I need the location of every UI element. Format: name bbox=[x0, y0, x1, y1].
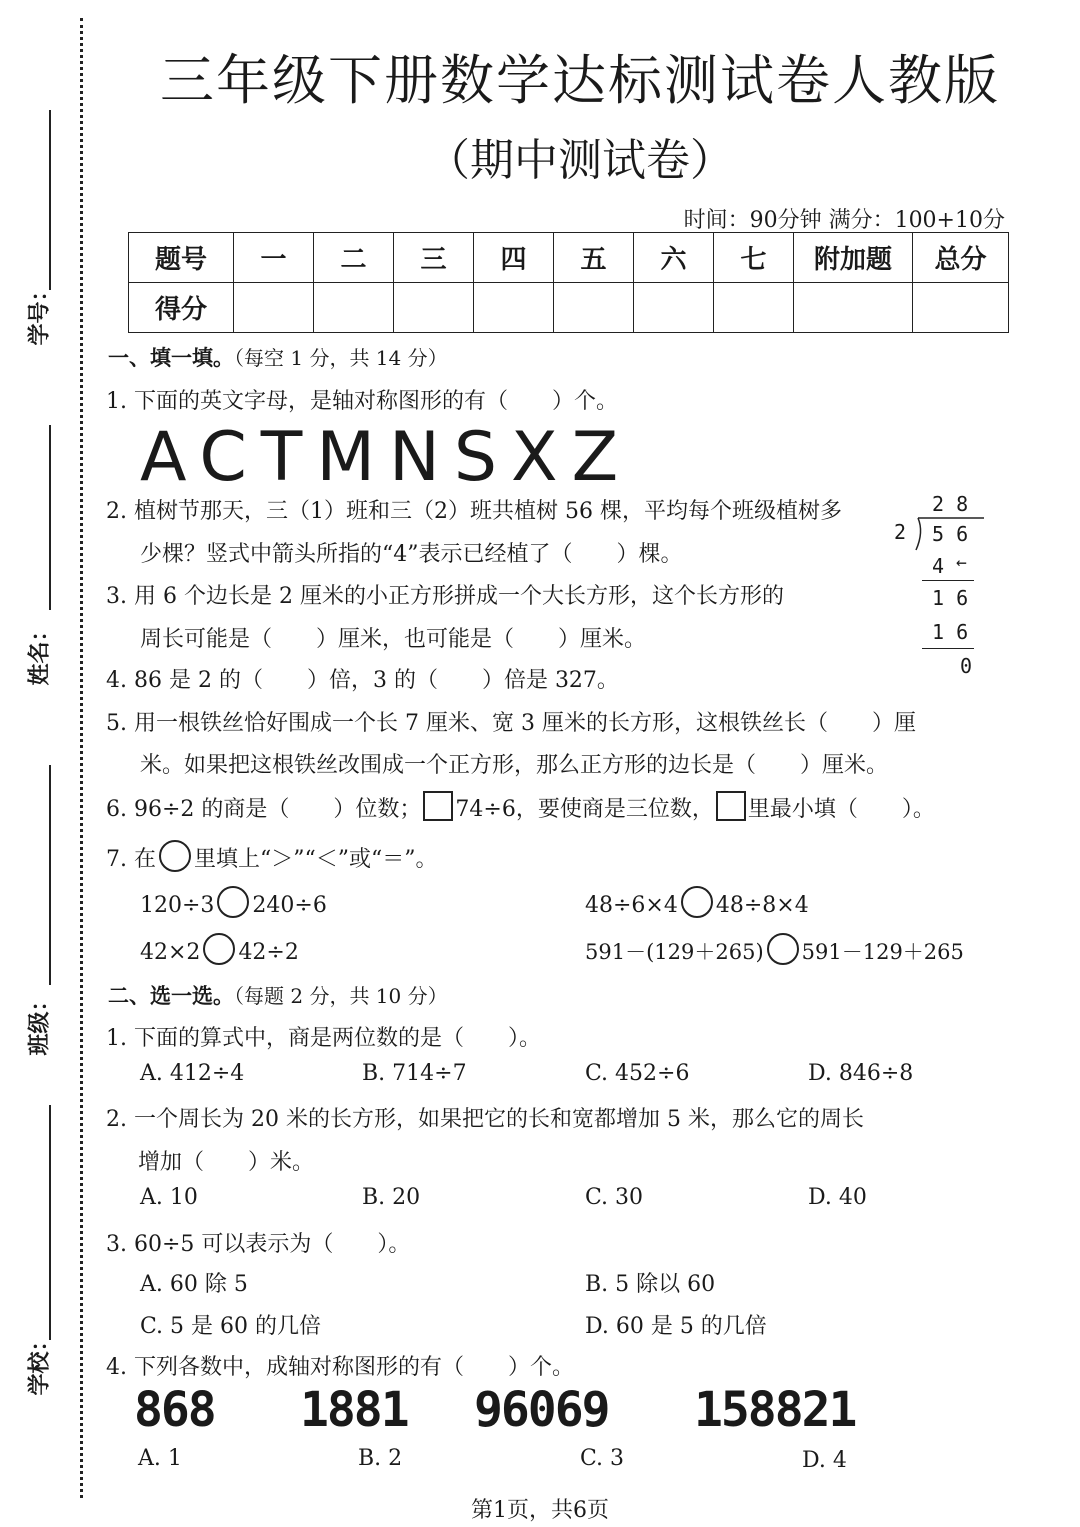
compare-left: 42×2 bbox=[140, 940, 201, 965]
page-footer: 第1页，共6页 bbox=[471, 1498, 609, 1523]
score-cell[interactable] bbox=[314, 283, 394, 333]
question-1-6 bbox=[106, 791, 935, 823]
score-cell[interactable] bbox=[554, 283, 634, 333]
question-1-3-line1: 3. 用 6 个边长是 2 厘米的小正方形拼成一个大长方形，这个长方形的 bbox=[106, 584, 784, 609]
q7-part-a: 7. 在 bbox=[106, 847, 156, 872]
option-item[interactable]: C. 5 是 60 的几倍 bbox=[140, 1314, 322, 1339]
score-table-header-row bbox=[129, 233, 1009, 283]
score-cell[interactable] bbox=[913, 283, 1009, 333]
ld-rule bbox=[922, 648, 974, 649]
binding-dotted-line bbox=[80, 18, 83, 1498]
score-header-cell: 附加题 bbox=[794, 233, 913, 283]
score-cell[interactable] bbox=[794, 283, 913, 333]
compare-item bbox=[140, 933, 299, 965]
compare-circle[interactable] bbox=[203, 933, 235, 965]
question-1-4: 4. 86 是 2 的（ ）倍，3 的（ ）倍是 327。 bbox=[106, 668, 619, 693]
score-cell[interactable] bbox=[474, 283, 554, 333]
score-row-label: 得分 bbox=[129, 283, 234, 333]
option-item[interactable]: C. 452÷6 bbox=[585, 1061, 690, 1086]
compare-circle[interactable] bbox=[681, 886, 713, 918]
compare-item bbox=[585, 933, 964, 966]
section-2-heading bbox=[108, 980, 448, 1010]
question-1-5-line2: 米。如果把这根铁丝改围成一个正方形，那么正方形的边长是（ ）厘米。 bbox=[140, 753, 889, 778]
page-subtitle: （期中测试卷） bbox=[426, 135, 734, 186]
compare-right: 240÷6 bbox=[252, 893, 327, 918]
ld-divisor: 2 bbox=[894, 520, 907, 544]
digital-number: 1881 bbox=[300, 1382, 408, 1438]
score-header-cell: 四 bbox=[474, 233, 554, 283]
option-item[interactable]: C. 3 bbox=[580, 1446, 625, 1471]
ld-rule bbox=[922, 580, 974, 581]
school-label: 学校： bbox=[27, 1329, 53, 1396]
option-item[interactable]: C. 30 bbox=[585, 1185, 644, 1210]
option-item[interactable]: D. 846÷8 bbox=[808, 1061, 914, 1086]
student-number-blank[interactable] bbox=[49, 110, 51, 290]
q6-part-a: 6. 96÷2 的商是（ ）位数； bbox=[106, 797, 422, 822]
question-1-5-line1: 5. 用一根铁丝恰好围成一个长 7 厘米、宽 3 厘米的长方形，这根铁丝长（ ）厘 bbox=[106, 711, 916, 736]
class-label: 班级： bbox=[27, 989, 53, 1056]
score-header-cell: 三 bbox=[394, 233, 474, 283]
class-blank[interactable] bbox=[49, 765, 51, 985]
answer-box[interactable] bbox=[423, 791, 453, 821]
question-1-2-line2: 少棵？竖式中箭头所指的“4”表示已经植了（ ）棵。 bbox=[140, 542, 683, 567]
ld-step-16b: 1 6 bbox=[932, 620, 969, 644]
compare-right: 591－129＋265 bbox=[801, 940, 964, 964]
section-1-heading bbox=[108, 342, 448, 372]
score-table bbox=[128, 232, 1009, 333]
score-cell[interactable] bbox=[634, 283, 714, 333]
score-header-cell: 六 bbox=[634, 233, 714, 283]
question-2-2-line2: 增加（ ）米。 bbox=[138, 1150, 315, 1175]
answer-box[interactable] bbox=[716, 791, 746, 821]
long-division-figure bbox=[880, 492, 990, 682]
score-header-cell: 题号 bbox=[129, 233, 234, 283]
score-header-cell: 五 bbox=[554, 233, 634, 283]
digital-number: 96069 bbox=[474, 1382, 609, 1438]
option-item[interactable]: B. 20 bbox=[362, 1185, 421, 1210]
compare-item bbox=[585, 886, 809, 918]
school-blank[interactable] bbox=[49, 1105, 51, 1340]
score-header-cell: 一 bbox=[234, 233, 314, 283]
student-number-label: 学号： bbox=[27, 279, 53, 346]
time-info: 时间：90分钟 满分：100+10分 bbox=[683, 208, 1005, 233]
q6-part-c: 里最小填（ ）。 bbox=[747, 797, 935, 822]
name-blank[interactable] bbox=[49, 425, 51, 610]
q7-part-b: 里填上“＞”“＜”或“＝”。 bbox=[193, 847, 438, 872]
question-2-3: 3. 60÷5 可以表示为（ ）。 bbox=[106, 1232, 411, 1257]
letters-row: ACTMNSXZ bbox=[140, 418, 633, 497]
score-header-cell: 七 bbox=[714, 233, 794, 283]
ld-dividend: 5 6 bbox=[932, 522, 969, 546]
option-item[interactable]: D. 4 bbox=[802, 1448, 847, 1473]
section-2-note: （每题 2 分，共 10 分） bbox=[234, 984, 448, 1008]
score-cell[interactable] bbox=[714, 283, 794, 333]
ld-quotient: 2 8 bbox=[932, 492, 969, 516]
option-item[interactable]: D. 60 是 5 的几倍 bbox=[585, 1314, 767, 1339]
name-label: 姓名： bbox=[27, 619, 53, 686]
compare-left: 591－(129＋265) bbox=[585, 940, 764, 964]
ld-remainder: 0 bbox=[960, 654, 973, 678]
score-table-score-row bbox=[129, 283, 1009, 333]
q6-part-b: 74÷6，要使商是三位数， bbox=[455, 797, 714, 822]
compare-circle[interactable] bbox=[767, 933, 799, 965]
compare-left: 120÷3 bbox=[140, 893, 215, 918]
score-header-cell: 总分 bbox=[913, 233, 1009, 283]
section-1-note: （每空 1 分，共 14 分） bbox=[234, 346, 448, 370]
question-1-2-line1: 2. 植树节那天，三（1）班和三（2）班共植树 56 棵，平均每个班级植树多 bbox=[106, 499, 842, 524]
circle-icon bbox=[159, 840, 191, 872]
option-item[interactable]: A. 1 bbox=[138, 1446, 182, 1471]
ld-step-4: 4 bbox=[932, 554, 945, 578]
option-item[interactable]: B. 714÷7 bbox=[362, 1061, 467, 1086]
ld-step-16a: 1 6 bbox=[932, 586, 969, 610]
question-1-7 bbox=[106, 840, 437, 873]
question-2-2-line1: 2. 一个周长为 20 米的长方形，如果把它的长和宽都增加 5 米，那么它的周长 bbox=[106, 1107, 864, 1132]
score-cell[interactable] bbox=[394, 283, 474, 333]
compare-right: 42÷2 bbox=[238, 940, 299, 965]
compare-left: 48÷6×4 bbox=[585, 893, 678, 918]
option-item[interactable]: B. 5 除以 60 bbox=[585, 1272, 716, 1297]
question-2-4: 4. 下列各数中，成轴对称图形的有（ ）个。 bbox=[106, 1355, 574, 1380]
option-item[interactable]: A. 412÷4 bbox=[140, 1061, 245, 1086]
question-1-3-line2: 周长可能是（ ）厘米，也可能是（ ）厘米。 bbox=[140, 627, 647, 652]
arrow-icon: ← bbox=[956, 552, 967, 573]
question-1-1: 1. 下面的英文字母，是轴对称图形的有（ ）个。 bbox=[106, 389, 618, 414]
digital-number: 868 bbox=[134, 1382, 215, 1438]
digital-number: 158821 bbox=[694, 1382, 856, 1438]
score-cell[interactable] bbox=[234, 283, 314, 333]
compare-item bbox=[140, 886, 327, 918]
page-title: 三年级下册数学达标测试卷人教版 bbox=[160, 49, 1000, 112]
compare-right: 48÷8×4 bbox=[715, 893, 809, 918]
compare-circle[interactable] bbox=[217, 886, 249, 918]
option-item[interactable]: D. 40 bbox=[808, 1185, 867, 1210]
option-item[interactable]: A. 60 除 5 bbox=[140, 1272, 248, 1297]
score-header-cell: 二 bbox=[314, 233, 394, 283]
question-2-1: 1. 下面的算式中，商是两位数的是（ ）。 bbox=[106, 1026, 541, 1051]
option-item[interactable]: B. 2 bbox=[358, 1446, 403, 1471]
section-1-title: 一、填一填。 bbox=[108, 346, 234, 370]
option-item[interactable]: A. 10 bbox=[140, 1185, 198, 1210]
section-2-title: 二、选一选。 bbox=[108, 984, 234, 1008]
